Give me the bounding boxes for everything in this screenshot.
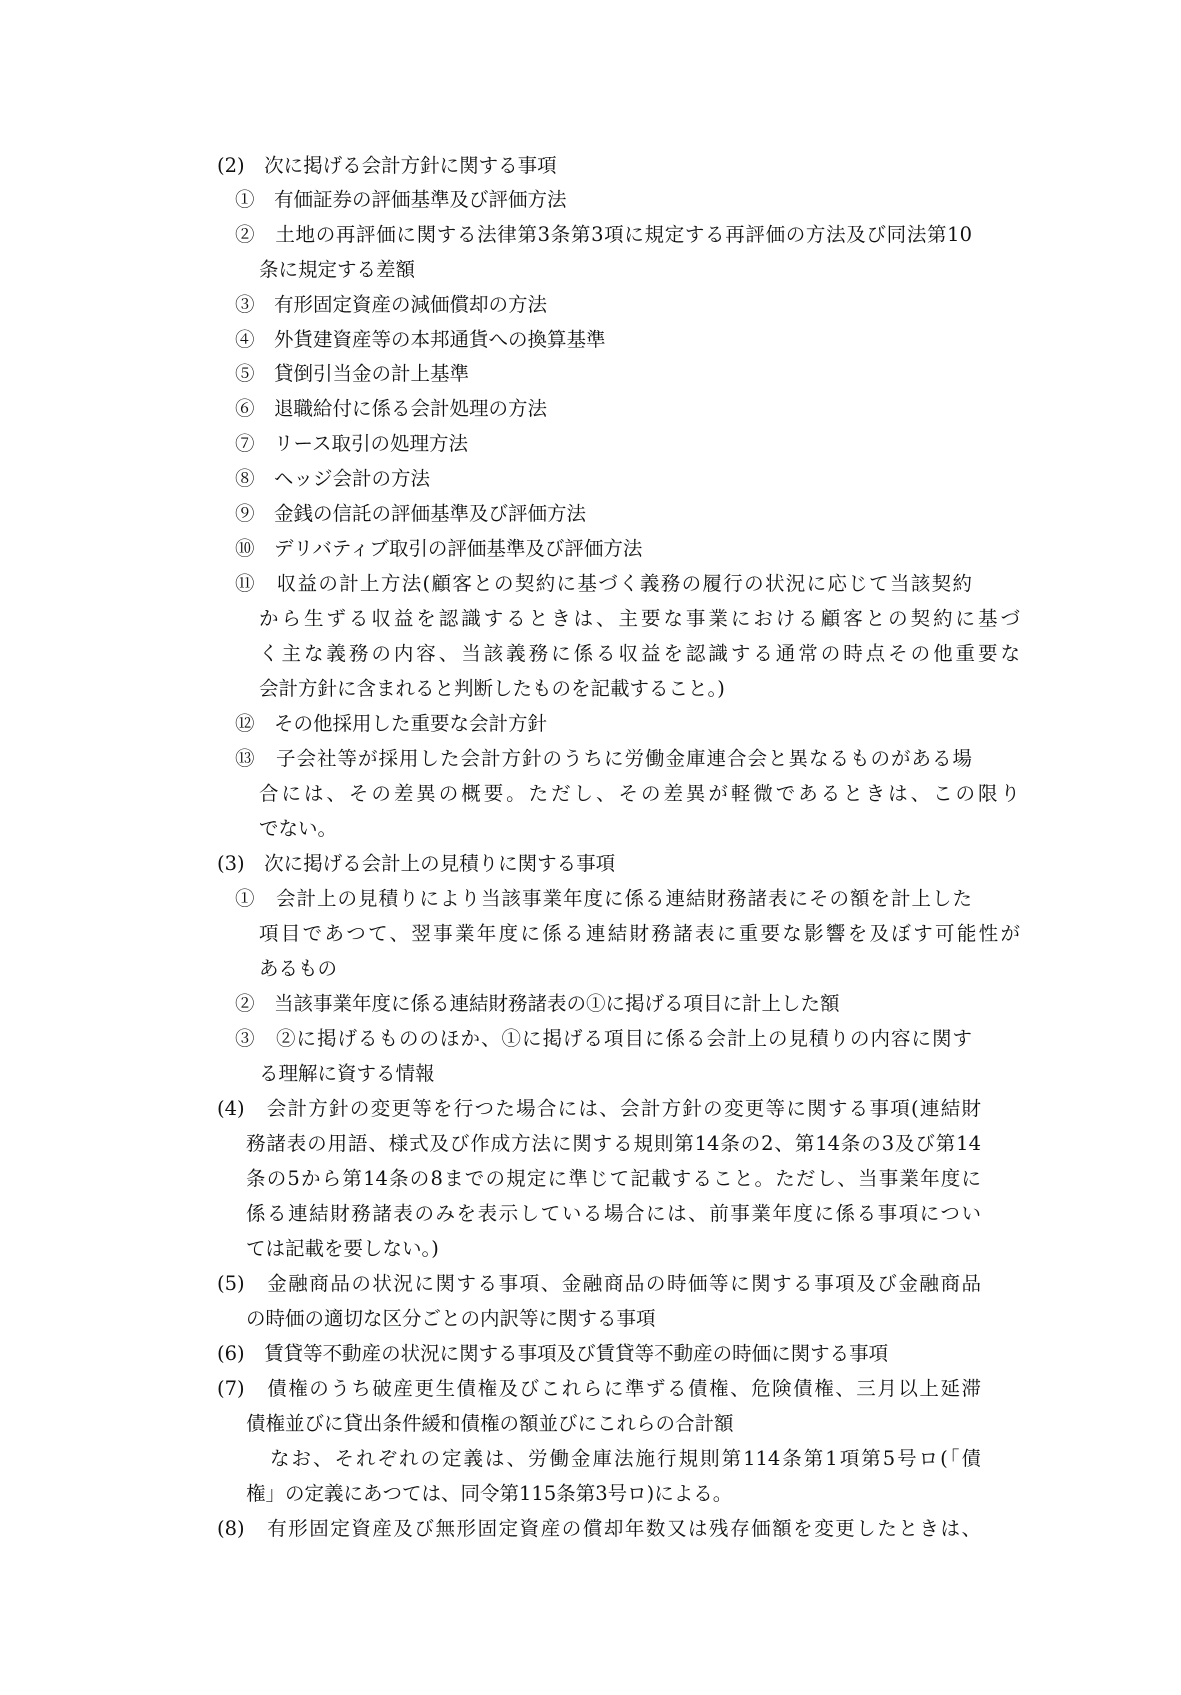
list-item-2-13-cont: 合には、その差異の概要。ただし、その差異が軽微であるときは、この限り (259, 782, 1020, 805)
list-item-3-3: ③ ②に掲げるもののほか、①に掲げる項目に係る会計上の見積りの内容に関す (235, 1027, 972, 1050)
list-item-3-1-cont: 項目であつて、翌事業年度に係る連結財務諸表に重要な影響を及ぼす可能性が (259, 922, 1020, 945)
section-heading-3: (3) 次に掲げる会計上の見積りに関する事項 (217, 852, 616, 875)
list-item-3-1: ① 会計上の見積りにより当該事業年度に係る連結財務諸表にその額を計上した (235, 887, 972, 910)
list-item-2-9: ⑨ 金銭の信託の評価基準及び評価方法 (235, 502, 587, 525)
list-item-3-3-cont: る理解に資する情報 (259, 1062, 435, 1085)
section-heading-2: (2) 次に掲げる会計方針に関する事項 (217, 154, 557, 177)
section-heading-4: (4) 会計方針の変更等を行つた場合には、会計方針の変更等に関する事項(連結財 (217, 1097, 981, 1120)
list-item-2-13: ⑬ 子会社等が採用した会計方針のうちに労働金庫連合会と異なるものがある場 (235, 747, 972, 770)
list-item-2-10: ⑩ デリバティブ取引の評価基準及び評価方法 (235, 537, 643, 560)
section-heading-8: (8) 有形固定資産及び無形固定資産の償却年数又は残存価額を変更したときは、 (217, 1517, 981, 1540)
list-item-2-2: ② 土地の再評価に関する法律第3条第3項に規定する再評価の方法及び同法第10 (235, 223, 972, 246)
list-item-2-2-cont: 条に規定する差額 (259, 258, 416, 281)
list-item-2-7: ⑦ リース取引の処理方法 (235, 432, 469, 455)
section-7-note: なお、それぞれの定義は、労働金庫法施行規則第114条第1項第5号ロ(「債 (270, 1447, 981, 1470)
section-heading-6: (6) 賃貸等不動産の状況に関する事項及び賃貸等不動産の時価に関する事項 (217, 1342, 889, 1365)
section-4-cont: ては記載を要しない。) (246, 1237, 439, 1260)
list-item-2-3: ③ 有形固定資産の減価償却の方法 (235, 293, 548, 316)
list-item-2-12: ⑫ その他採用した重要な会計方針 (235, 712, 548, 735)
list-item-3-2: ② 当該事業年度に係る連結財務諸表の①に掲げる項目に計上した額 (235, 992, 840, 1015)
section-4-cont: 係る連結財務諸表のみを表示している場合には、前事業年度に係る事項につい (246, 1202, 981, 1225)
list-item-2-13-cont: でない。 (259, 817, 338, 840)
list-item-2-6: ⑥ 退職給付に係る会計処理の方法 (235, 397, 548, 420)
list-item-2-11: ⑪ 収益の計上方法(顧客との契約に基づく義務の履行の状況に応じて当該契約 (235, 572, 972, 595)
list-item-2-4: ④ 外貨建資産等の本邦通貨への換算基準 (235, 328, 606, 351)
section-5-cont: の時価の適切な区分ごとの内訳等に関する事項 (246, 1307, 656, 1330)
list-item-2-5: ⑤ 貸倒引当金の計上基準 (235, 362, 470, 385)
section-heading-5: (5) 金融商品の状況に関する事項、金融商品の時価等に関する事項及び金融商品 (217, 1272, 981, 1295)
list-item-2-1: ① 有価証券の評価基準及び評価方法 (235, 188, 567, 211)
section-4-cont: 条の5から第14条の8までの規定に準じて記載すること。ただし、当事業年度に (246, 1167, 981, 1190)
list-item-3-1-cont: あるもの (259, 957, 338, 980)
list-item-2-11-cont: から生ずる収益を認識するときは、主要な事業における顧客との契約に基づ (259, 607, 1020, 630)
list-item-2-11-cont: 会計方針に含まれると判断したものを記載すること。) (259, 677, 725, 700)
list-item-2-8: ⑧ ヘッジ会計の方法 (235, 467, 431, 490)
section-4-cont: 務諸表の用語、様式及び作成方法に関する規則第14条の2、第14条の3及び第14 (246, 1132, 981, 1155)
list-item-2-11-cont: く主な義務の内容、当該義務に係る収益を認識する通常の時点その他重要な (259, 642, 1020, 665)
section-7-cont: 債権並びに貸出条件緩和債権の額並びにこれらの合計額 (246, 1412, 734, 1435)
section-7-note-cont: 権」の定義にあつては、同令第115条第3号ロ)による。 (246, 1482, 733, 1505)
section-heading-7: (7) 債権のうち破産更生債権及びこれらに準ずる債権、危険債権、三月以上延滞 (217, 1377, 981, 1400)
